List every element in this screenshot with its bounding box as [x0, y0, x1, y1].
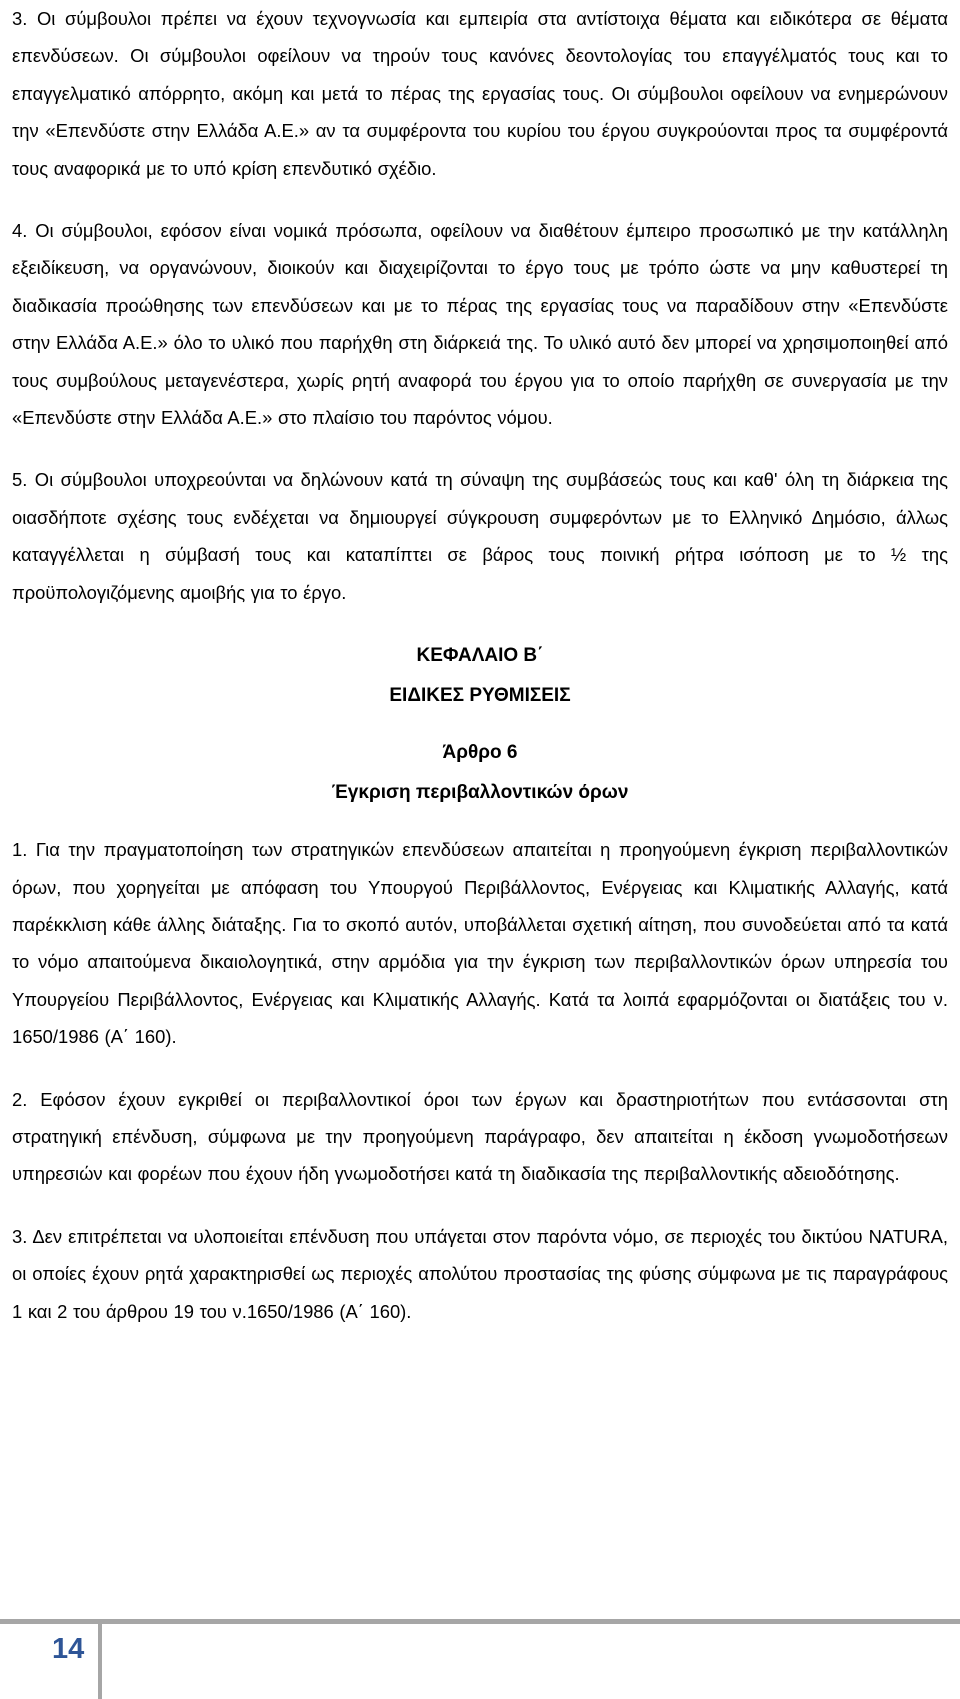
article-label: Άρθρο 6	[442, 742, 518, 764]
paragraph-5: 5. Οι σύμβουλοι υποχρεούνται να δηλώνουν κατά τη σύναψη της συμβάσεώς τους και καθ' όλη τη διάρκεια της οιασδήποτε σχέσης τους ενδέχεται να δημιουργεί σύγκρουση συμφερόντων με το Ελληνικό Δημόσιο, άλλως καταγγέλλεται η σύμβασή τους και καταπίπτει σε βάρος τους ποινική ρήτρα ισόποση με το ½ της προϋπολογιζόμενης αμοιβής για το έργο.	[12, 469, 948, 603]
paragraph-4: 4. Οι σύμβουλοι, εφόσον είναι νομικά πρόσωπα, οφείλουν να διαθέτουν έμπειρο προσωπικό με την κατάλληλη εξειδίκευση, να οργανώνουν, διοικούν και διαχειρίζονται το έργο τους με τρόπο ώστε να μην καθυστερεί τη διαδικασία προώθησης των επενδύσεων και με το πέρας της εργασίας τους να παραδίδουν στην «Επενδύστε στην Ελλάδα Α.Ε.» όλο το υλικό που παρήχθη στη διάρκειά της. Το υλικό αυτό δεν μπορεί να χρησιμοποιηθεί από τους συμβούλους μεταγενέστερα, χωρίς ρητή αναφορά του έργου για το οποίο παρήχθη σε συνεργασία με την «Επενδύστε στην Ελλάδα Α.Ε.» στο πλαίσιο του παρόντος νόμου.	[12, 220, 948, 429]
article-title: Έγκριση περιβαλλοντικών όρων	[331, 782, 629, 804]
footer-rule	[0, 1619, 960, 1624]
article-paragraph-3: 3. Δεν επιτρέπεται να υλοποιείται επένδυση που υπάγεται στον παρόντα νόμο, σε περιοχές του δικτύου NATURA, οι οποίες έχουν ρητά χαρακτηρισθεί ως περιοχές απολύτου προστασίας της φύσης σύμφωνα με τις παραγράφους 1 και 2 του άρθρου 19 του ν.1650/1986 (Α΄ 160).	[12, 1225, 948, 1322]
chapter-heading	[12, 636, 948, 716]
document-page	[12, 0, 948, 1330]
article-heading	[12, 733, 948, 813]
chapter-label: ΚΕΦΑΛΑΙΟ Β΄	[416, 645, 544, 667]
chapter-title: ΕΙΔΙΚΕΣ ΡΥΘΜΙΣΕΙΣ	[389, 685, 571, 707]
article-paragraph-1: 1. Για την πραγματοποίηση των στρατηγικών επενδύσεων απαιτείται η προηγούμενη έγκριση περιβαλλοντικών όρων, που χορηγείται με απόφαση του Υπουργού Περιβάλλοντος, Ενέργειας και Κλιματικής Αλλαγής, κατά παρέκκλιση κάθε άλλης διάταξης. Για το σκοπό αυτόν, υποβάλλεται σχετική αίτηση, που συνοδεύεται από τα κατά το νόμο απαιτούμενα δικαιολογητικά, στην αρμόδια για την έγκριση των περιβαλλοντικών όρων υπηρεσία του Υπουργείου Περιβάλλοντος, Ενέργειας και Κλιματικής Αλλαγής. Κατά τα λοιπά εφαρμόζονται οι διατάξεις του ν. 1650/1986 (Α΄ 160).	[12, 839, 948, 1048]
paragraph-3: 3. Οι σύμβουλοι πρέπει να έχουν τεχνογνωσία και εμπειρία στα αντίστοιχα θέματα και ειδικότερα σε θέματα επενδύσεων. Οι σύμβουλοι οφείλουν να τηρούν τους κανόνες δεοντολογίας του επαγγέλματός τους και το επαγγελματικό απόρρητο, ακόμη και μετά το πέρας της εργασίας τους. Οι σύμβουλοι οφείλουν να ενημερώνουν την «Επενδύστε στην Ελλάδα Α.Ε.» αν τα συμφέροντα του κυρίου του έργου συγκρούονται προς τα συμφέροντά τους αναφορικά με το υπό κρίση επενδυτικό σχέδιο.	[12, 8, 948, 179]
page-number: 14	[52, 1633, 85, 1665]
article-paragraph-2: 2. Εφόσον έχουν εγκριθεί οι περιβαλλοντικοί όροι των έργων και δραστηριοτήτων που εντάσσονται στη στρατηγική επένδυση, σύμφωνα με την προηγούμενη παράγραφο, δεν απαιτείται η έκδοση γνωμοδοτήσεων υπηρεσιών και φορέων που έχουν ήδη γνωμοδοτήσει κατά τη διαδικασία της περιβαλλοντικής αδειοδότησης.	[12, 1088, 948, 1185]
